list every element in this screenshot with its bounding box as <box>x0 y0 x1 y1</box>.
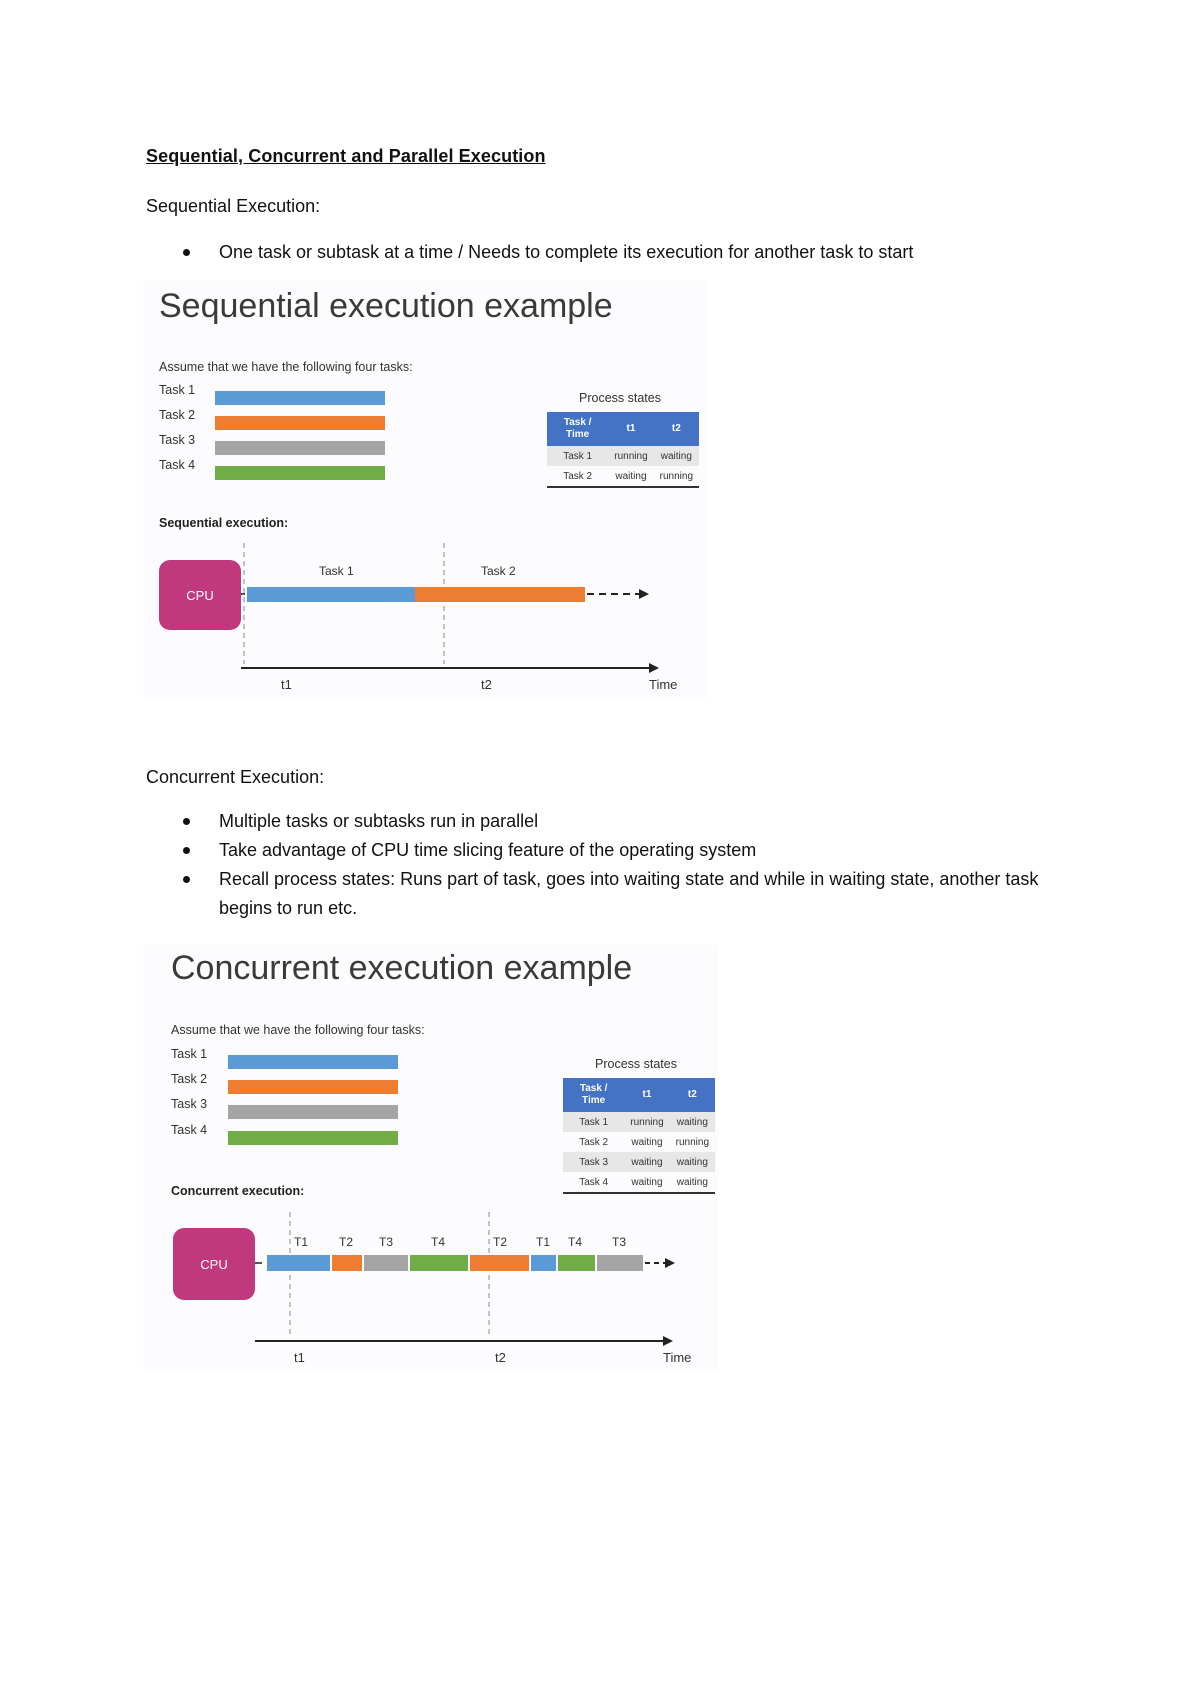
table-cell: Task 2 <box>547 466 608 487</box>
process-states-title: Process states <box>579 391 661 405</box>
segment-label: T3 <box>379 1235 394 1249</box>
table-header: t1 <box>608 412 653 446</box>
concurrent-timeline-diagram <box>143 945 718 1370</box>
segment-label: T3 <box>612 1235 627 1249</box>
list-item: Take advantage of CPU time slicing feature of the operating system <box>146 836 1046 865</box>
table-cell: Task 4 <box>563 1172 624 1193</box>
table-cell: waiting <box>624 1152 669 1172</box>
list-item: Multiple tasks or subtasks run in parallel <box>146 807 1046 836</box>
t1-label: t1 <box>294 1350 305 1365</box>
table-cell: waiting <box>670 1152 715 1172</box>
timeline-segment-t2 <box>332 1255 362 1271</box>
slide-title: Sequential execution example <box>159 287 613 325</box>
section-label-concurrent: Concurrent Execution: <box>146 767 325 787</box>
table-cell: Task 3 <box>563 1152 624 1172</box>
table-cell: running <box>624 1112 669 1132</box>
time-axis-arrow-head <box>663 1336 673 1346</box>
t2-label: t2 <box>495 1350 506 1365</box>
table-cell: waiting <box>631 1136 663 1148</box>
table-cell: running <box>654 466 699 487</box>
timeline-segment-t1 <box>267 1255 330 1271</box>
table-cell: waiting <box>654 446 699 466</box>
table-cell: waiting <box>670 1172 715 1193</box>
cpu-block: CPU <box>173 1228 255 1300</box>
segment-label: Task 2 <box>481 564 516 578</box>
task-label: Task 1 <box>159 383 196 397</box>
task-label: Task 2 <box>171 1072 208 1086</box>
segment-label: Task 1 <box>319 564 354 578</box>
execution-label: Concurrent execution: <box>171 1184 305 1198</box>
table-cell: waiting <box>608 466 653 487</box>
task-label: Task 3 <box>171 1097 208 1111</box>
task-label: Task 3 <box>159 433 196 447</box>
segment-label: T2 <box>339 1235 354 1249</box>
sequential-bullet-list <box>146 238 1046 267</box>
timeline-segment-t3 <box>597 1255 643 1271</box>
concurrent-slide-image <box>143 945 718 1370</box>
table-header: t2 <box>670 1078 715 1112</box>
list-item: Recall process states: Runs part of task, goes into waiting state and while in waiting state, another task begins to run etc. <box>146 865 1046 923</box>
table-header: t2 <box>654 412 699 446</box>
task-label: Task 2 <box>159 408 196 422</box>
segment-label: T4 <box>431 1235 446 1249</box>
page-title: Sequential, Concurrent and Parallel Execution <box>146 146 546 166</box>
table-cell: Task 2 <box>579 1136 609 1148</box>
section-label-sequential: Sequential Execution: <box>146 196 321 216</box>
timeline-segment-t2 <box>470 1255 529 1271</box>
table-header: Task / Time <box>547 412 608 446</box>
execution-label: Sequential execution: <box>159 516 289 530</box>
time-axis-label: Time <box>663 1350 692 1365</box>
sequential-slide-image <box>143 281 708 698</box>
timeline-segment-t4 <box>410 1255 468 1271</box>
time-axis-label: Time <box>649 677 678 692</box>
table-cell: Task 1 <box>547 446 608 466</box>
segment-label: T2 <box>493 1235 508 1249</box>
task-label: Task 4 <box>171 1123 208 1137</box>
table-header: t1 <box>624 1078 669 1112</box>
t1-label: t1 <box>281 677 292 692</box>
cpu-block: CPU <box>159 560 241 630</box>
segment-label: T1 <box>536 1235 551 1249</box>
task-label: Task 1 <box>171 1047 208 1061</box>
table-cell: running <box>675 1136 709 1148</box>
timeline-segment-task-2 <box>415 587 585 602</box>
timeline-segment-task-1 <box>247 587 415 602</box>
arrow-head <box>665 1258 675 1268</box>
segment-label: T4 <box>568 1235 583 1249</box>
task-label: Task 4 <box>159 458 196 472</box>
concurrent-bullet-list <box>146 807 1046 923</box>
time-axis-arrow-head <box>649 663 659 673</box>
process-states-title: Process states <box>595 1057 677 1071</box>
slide-title: Concurrent execution example <box>171 949 633 987</box>
table-cell: waiting <box>624 1172 669 1193</box>
timeline-segment-t3 <box>364 1255 408 1271</box>
sequential-timeline-diagram <box>143 281 708 698</box>
timeline-segment-t1 <box>531 1255 556 1271</box>
table-cell: waiting <box>670 1112 715 1132</box>
table-cell: Task 1 <box>563 1112 624 1132</box>
table-header: Task / Time <box>563 1078 624 1112</box>
timeline-segment-t4 <box>558 1255 595 1271</box>
table-cell: running <box>608 446 653 466</box>
t2-label: t2 <box>481 677 492 692</box>
assume-text: Assume that we have the following four tasks: <box>159 360 413 374</box>
assume-text: Assume that we have the following four tasks: <box>171 1023 425 1037</box>
arrow-head <box>639 589 649 599</box>
segment-label: T1 <box>294 1235 309 1249</box>
list-item: One task or subtask at a time / Needs to complete its execution for another task to start <box>146 238 1046 267</box>
